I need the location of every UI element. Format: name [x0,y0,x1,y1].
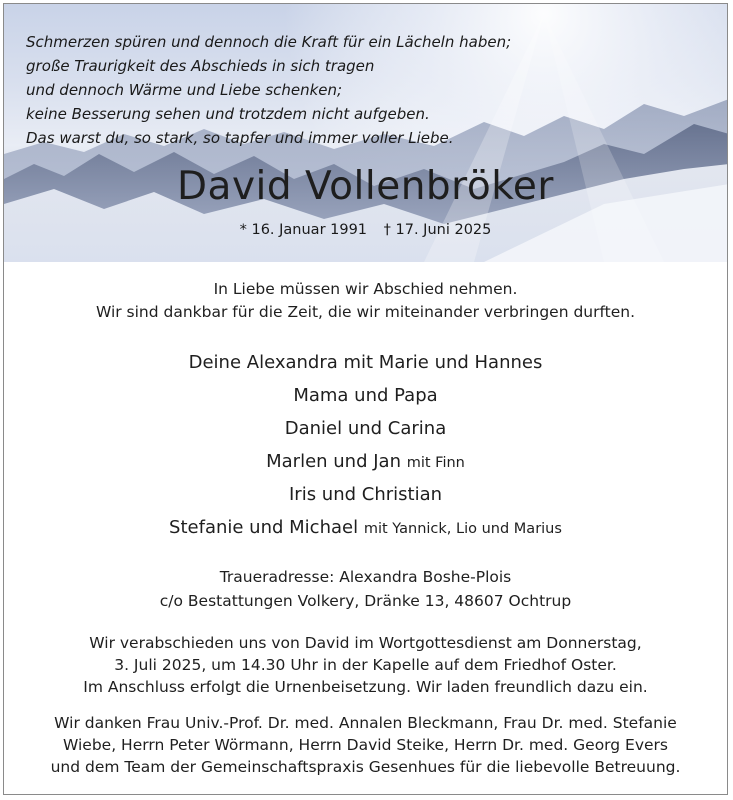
service-line: Wir verabschieden uns von David im Wortgottesdienst am Donnerstag, [89,634,642,652]
family-row [4,478,727,511]
birth-date: * 16. Januar 1991 [239,222,368,238]
address-line: c/o Bestattungen Volkery, Dränke 13, 48607 Ochtrup [159,592,572,610]
family-names: Marlen und Jan [266,451,401,472]
poem-line: große Traurigkeit des Abschieds in sich tragen [26,57,375,75]
thanks-line: Wir danken Frau Univ.-Prof. Dr. med. Annalen Bleckmann, Frau Dr. med. Stefanie [54,714,677,732]
deceased-name: David Vollenbröker [177,164,554,209]
family-names: Mama und Papa [293,385,438,406]
life-dates [4,222,727,238]
family-names: Iris und Christian [288,484,443,505]
thanks-line: Wiebe, Herrn Peter Wörmann, Herrn David Steike, Herrn Dr. med. Georg Evers [63,736,668,754]
obituary-card [3,3,728,795]
family-list [4,346,727,544]
family-names: Daniel und Carina [284,418,447,439]
service-line: 3. Juli 2025, um 14.30 Uhr in der Kapelle auf dem Friedhof Oster. [114,656,617,674]
poem-line: Das warst du, so stark, so tapfer und immer voller Liebe. [26,129,454,147]
intro-line: Wir sind dankbar für die Zeit, die wir miteinander verbringen durften. [95,303,636,321]
family-row [4,445,727,478]
family-row [4,511,727,544]
mourning-address [4,565,727,613]
family-row [4,379,727,412]
poem-line: Schmerzen spüren und dennoch die Kraft für ein Lächeln haben; [26,33,512,51]
address-line: Traueradresse: Alexandra Boshe-Plois [219,568,512,586]
family-names: Stefanie und Michael [169,517,359,538]
family-row [4,346,727,379]
mountain-banner [4,4,727,262]
poem-line: und dennoch Wärme und Liebe schenken; [26,81,343,99]
service-info [4,632,727,698]
family-extra: mit Finn [406,455,465,471]
thanks-line: und dem Team der Gemeinschaftspraxis Gesenhues für die liebevolle Betreuung. [50,758,681,776]
death-date: † 17. Juni 2025 [383,222,492,238]
poem-line: keine Besserung sehen und trotzdem nicht aufgeben. [26,105,430,123]
intro-line: In Liebe müssen wir Abschied nehmen. [213,280,518,298]
intro-text [4,278,727,324]
family-extra: mit Yannick, Lio und Marius [363,521,562,537]
family-row [4,412,727,445]
service-line: Im Anschluss erfolgt die Urnenbeisetzung. Wir laden freundlich dazu ein. [83,678,648,696]
family-names: Deine Alexandra mit Marie und Hannes [188,352,543,373]
thanks-text [4,712,727,778]
poem [26,30,511,150]
